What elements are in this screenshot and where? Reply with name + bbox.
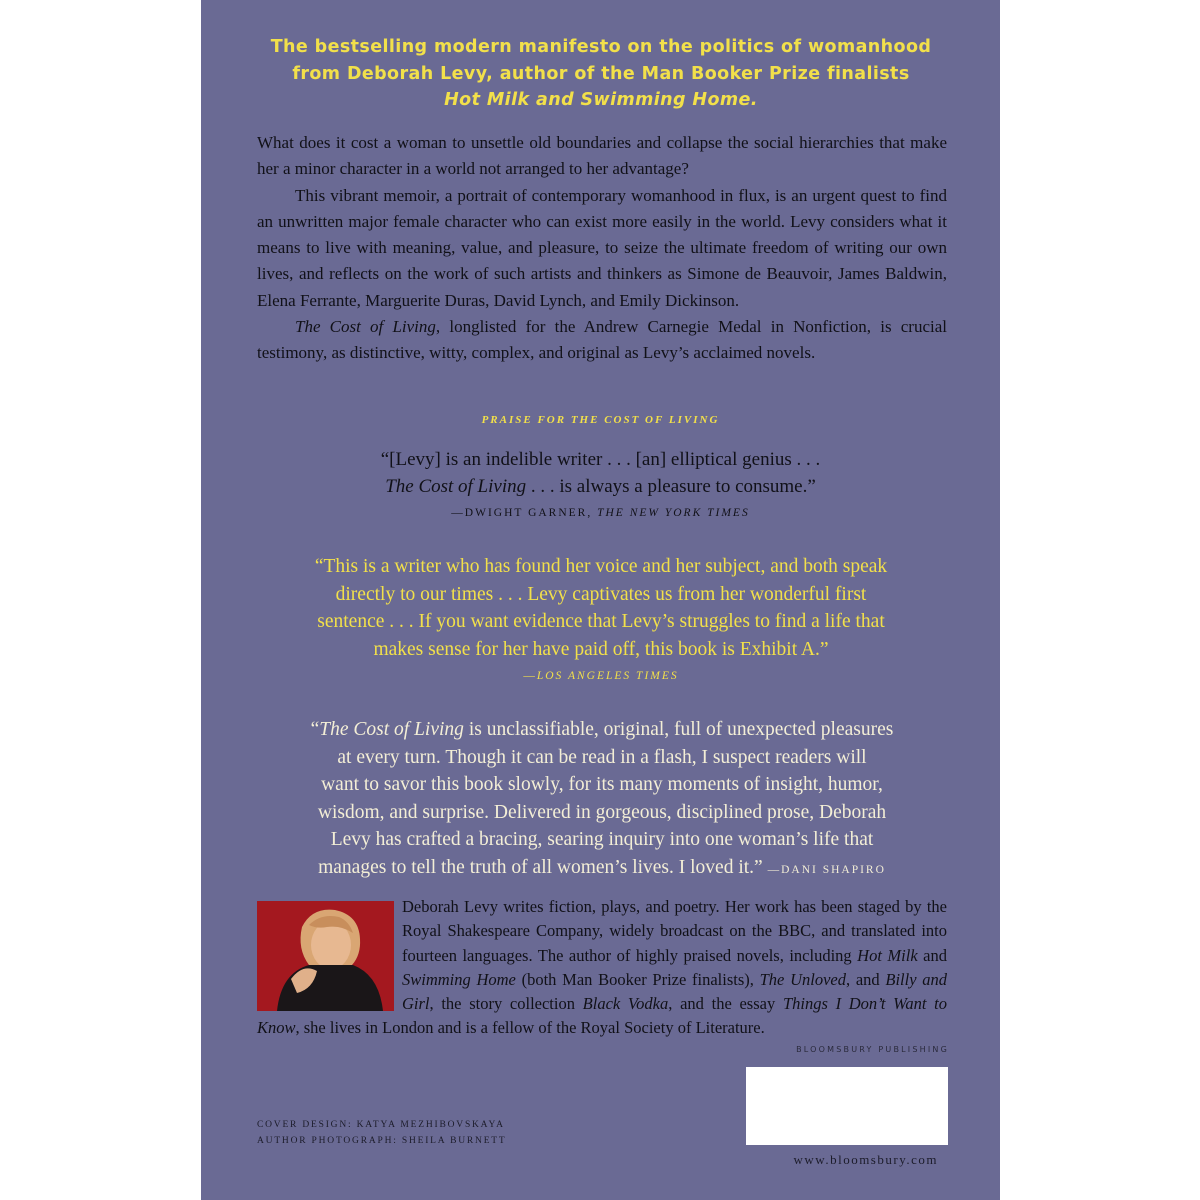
quote-shapiro xyxy=(257,716,947,885)
bio-book-title: Things I Don’t Want to Know xyxy=(257,994,947,1038)
credits xyxy=(257,1117,507,1149)
bio-text-part: Deborah Levy writes fiction, plays, and poetry. Her work has been staged by the Royal Shakespeare Company, widely broadcast on the BBC, and translated into fourteen languages. The author of highly praised novels, including xyxy=(402,897,947,965)
quote-lat xyxy=(251,553,951,691)
bio-text-part: , and xyxy=(846,969,886,989)
quote-shapiro-line-4: wisdom, and surprise. Delivered in gorgeous, disciplined prose, Deborah xyxy=(317,801,887,823)
quote-lat-line-1: “This is a writer who has found her voice and her subject, and both speak xyxy=(314,556,888,577)
quote-nyt-attribution xyxy=(201,500,1000,527)
bio-photo-spacer xyxy=(257,895,402,1015)
description-paragraph-1: What does it cost a woman to unsettle old boundaries and collapse the social hierarchies that make her a minor character in a world not arranged to her advantage? xyxy=(257,133,947,179)
quote-shapiro-title: The Cost of Living xyxy=(319,719,464,740)
description-paragraph-3 xyxy=(257,314,947,367)
description-paragraph-3-text: , longlisted for the Andrew Carnegie Medal in Nonfiction, is crucial testimony, as distinctive, witty, complex, and original as Levy’s acclaimed novels. xyxy=(257,317,947,363)
praise-heading-title: THE COST OF LIVING xyxy=(570,414,720,426)
headline-line-3: Hot Milk and Swimming Home. xyxy=(444,90,758,110)
quote-nyt-attribution-source: THE NEW YORK TIMES xyxy=(597,507,750,519)
quote-shapiro-attribution: —DANI SHAPIRO xyxy=(762,863,886,876)
bio-book-title: Black Vodka xyxy=(582,994,669,1014)
description xyxy=(257,130,947,367)
quote-lat-attribution-source: LOS ANGELES TIMES xyxy=(536,670,679,682)
description-paragraph-2: This vibrant memoir, a portrait of contemporary womanhood in flux, is an urgent quest to find an unwritten major female character who can exist more easily in the world. Levy considers what it means to live with meaning, value, and pleasure, to seize the ultimate freedom of writing our own lives, and reflects on the work of such artists and thinkers as Simone de Beauvoir, James Baldwin, Elena Ferrante, Marguerite Duras, David Lynch, and Emily Dickinson. xyxy=(257,185,947,310)
book-back-cover xyxy=(201,0,1000,1200)
praise-heading xyxy=(201,414,1000,426)
bio-text-part: (both Man Booker Prize finalists), xyxy=(515,969,760,989)
barcode-box xyxy=(746,1067,948,1145)
praise-heading-prefix: PRAISE FOR xyxy=(481,414,571,426)
quote-lat-line-2: directly to our times . . . Levy captivates us from her wonderful first xyxy=(335,583,867,605)
quote-lat-attribution-dash: — xyxy=(523,670,537,682)
bio-text-part: , she lives in London and is a fellow of the Royal Society of Literature. xyxy=(295,1018,765,1038)
publisher-name: BLOOMSBURY PUBLISHING xyxy=(796,1045,949,1054)
bio-text-part: and xyxy=(917,945,947,965)
headline-line-2: from Deborah Levy, author of the Man Booker Prize finalists xyxy=(292,63,910,84)
bio-book-title: Billy and Girl xyxy=(402,969,948,1014)
quote-shapiro-line-2: at every turn. Though it can be read in a flash, I suspect readers will xyxy=(337,746,867,768)
quote-shapiro-line-3: want to savor this book slowly, for its many moments of insight, humor, xyxy=(321,774,883,796)
quote-shapiro-line-6-text: manages to tell the truth of all women’s lives. I loved it.” xyxy=(318,856,763,878)
quote-nyt-line-2 xyxy=(201,473,1000,500)
quote-lat-attribution xyxy=(251,663,951,691)
quote-shapiro-line-6 xyxy=(257,854,947,885)
bio-book-title: The Unloved xyxy=(759,969,846,989)
bio-book-title: Hot Milk xyxy=(857,945,918,965)
bio-text-part: , and the essay xyxy=(668,994,783,1014)
quote-shapiro-open: “ xyxy=(310,719,320,740)
quote-nyt-line-2-text: . . . is always a pleasure to consume.” xyxy=(526,476,816,497)
bio-text-part: , the story collection xyxy=(429,994,583,1014)
quote-shapiro-line-1 xyxy=(257,716,947,744)
quote-nyt-line-1: “[Levy] is an indelible writer . . . [an] elliptical genius . . . xyxy=(380,449,821,470)
author-photo-credit: AUTHOR PHOTOGRAPH: SHEILA BURNETT xyxy=(257,1136,507,1146)
quote-shapiro-line-1-text: is unclassifiable, original, full of unexpected pleasures xyxy=(463,719,894,740)
publisher-url: www.bloomsbury.com xyxy=(793,1152,938,1167)
headline xyxy=(261,34,941,114)
quote-nyt-attribution-name: —DWIGHT GARNER, xyxy=(451,507,598,519)
quote-lat-line-3: sentence . . . If you want evidence that Levy’s struggles to find a life that xyxy=(317,611,885,632)
bio-book-title: Swimming Home xyxy=(402,969,516,989)
author-bio xyxy=(257,895,947,1041)
quote-nyt xyxy=(201,446,1000,527)
headline-line-1: The bestselling modern manifesto on the politics of womanhood xyxy=(270,37,932,57)
cover-design-credit: COVER DESIGN: KATYA MEZHIBOVSKAYA xyxy=(257,1120,505,1130)
quote-lat-line-4: makes sense for her have paid off, this book is Exhibit A.” xyxy=(373,638,829,660)
book-title: The Cost of Living xyxy=(295,317,436,337)
quote-shapiro-line-5: Levy has crafted a bracing, searing inquiry into one woman’s life that xyxy=(330,829,874,851)
quote-nyt-title: The Cost of Living xyxy=(385,476,527,497)
